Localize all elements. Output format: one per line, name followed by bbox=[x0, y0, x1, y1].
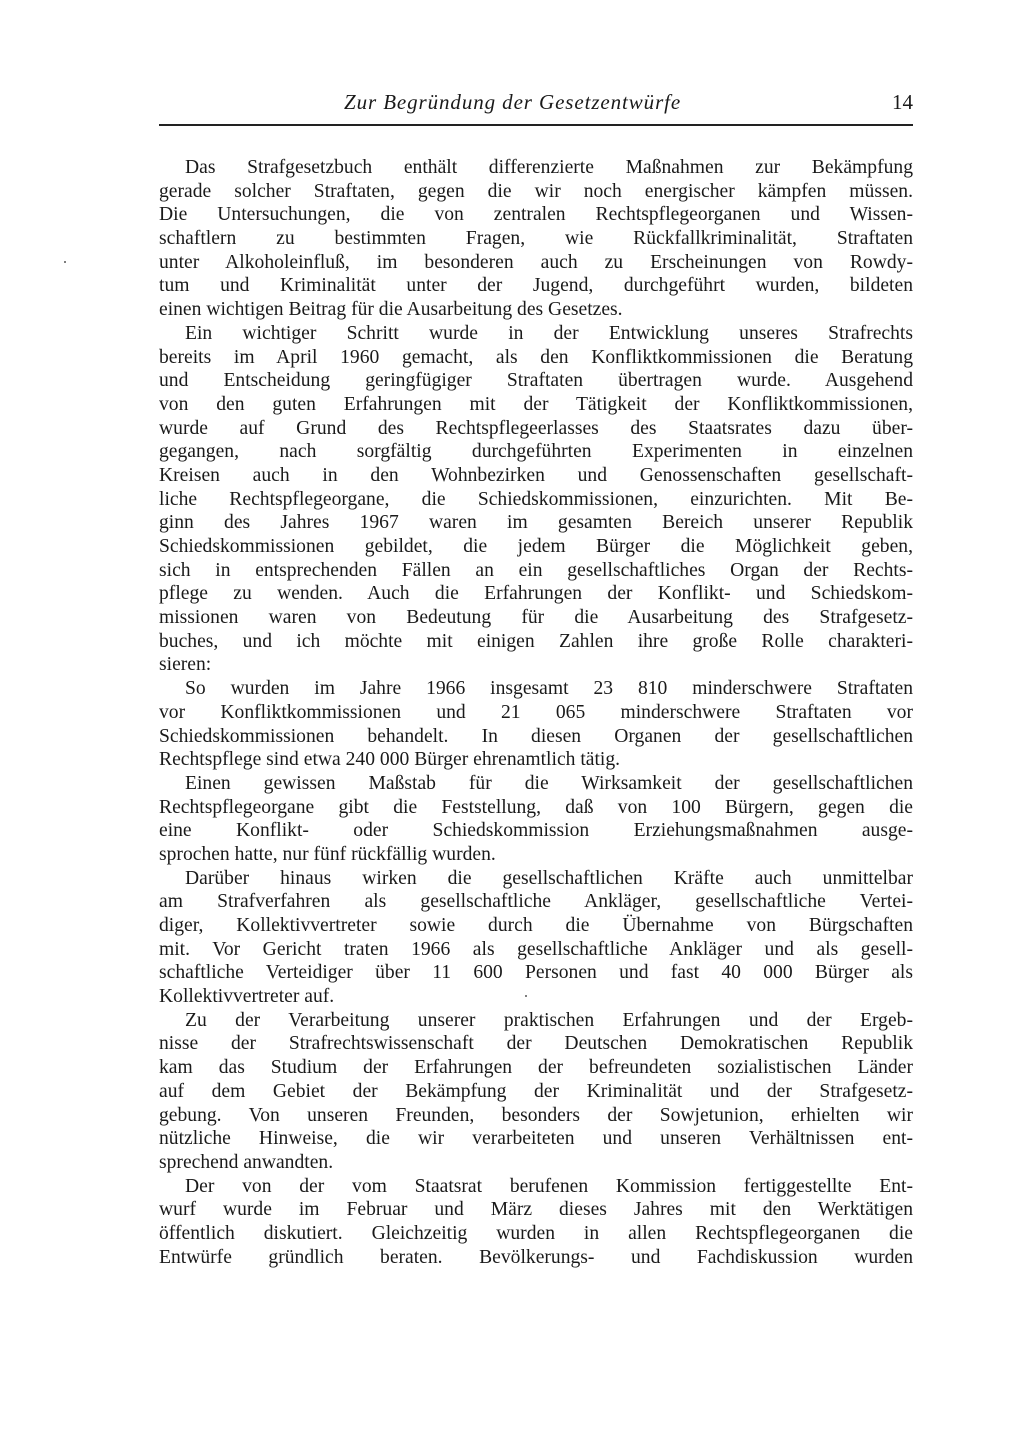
text-line: schaftliche Verteidiger über 11 600 Personen und fast 40 000 Bürger als bbox=[159, 962, 913, 984]
text-line: Das Strafgesetzbuch enthält differenzierte Maßnahmen zur Bekämpfung bbox=[185, 157, 913, 178]
text-line: sprechend anwandten. bbox=[159, 1151, 334, 1173]
text-line: tum und Kriminalität unter der Jugend, durchgeführt wurden, bildeten bbox=[159, 275, 913, 297]
text-line: wurf wurde im Februar und März dieses Jahres mit den Werktätigen bbox=[159, 1199, 913, 1221]
text-line: und Entscheidung geringfügiger Straftaten übertragen wurde. Ausgehend bbox=[159, 370, 913, 392]
text-line: Zu der Verarbeitung unserer praktischen Erfahrungen und der Ergeb- bbox=[185, 1009, 913, 1031]
page-header bbox=[159, 88, 913, 126]
text-line: Darüber hinaus wirken die gesellschaftlichen Kräfte auch unmittelbar bbox=[185, 867, 913, 889]
text-line: Schiedskommissionen gebildet, die jedem Bürger die Möglichkeit geben, bbox=[159, 536, 913, 557]
text-line: Ein wichtiger Schritt wurde in der Entwicklung unseres Strafrechts bbox=[185, 322, 913, 344]
text-line: Der von der vom Staatsrat berufenen Kommission fertiggestellte Ent- bbox=[185, 1175, 913, 1197]
text-line: So wurden im Jahre 1966 insgesamt 23 810 minderschwere Straftaten bbox=[185, 678, 913, 700]
text-line: gerade solcher Straftaten, gegen die wir noch energischer kämpfen müssen. bbox=[159, 180, 913, 202]
text-line: Rechtspflege sind etwa 240 000 Bürger ehrenamtlich tätig. bbox=[159, 749, 621, 771]
text-line: nützliche Hinweise, die wir verarbeiteten und unseren Verhältnissen ent- bbox=[159, 1128, 913, 1150]
text-line: kam das Studium der Erfahrungen der befreundeten sozialistischen Länder bbox=[159, 1057, 913, 1079]
text-line: ginn des Jahres 1967 waren im gesamten Bereich unserer Republik bbox=[159, 512, 913, 534]
body-text bbox=[159, 156, 913, 1269]
scan-speck bbox=[64, 261, 66, 263]
text-line: pflege zu wenden. Auch die Erfahrungen der Konflikt- und Schiedskom- bbox=[159, 583, 913, 605]
text-line: Rechtspflegeorgane gibt die Feststellung, daß von 100 Bürgern, gegen die bbox=[159, 796, 913, 818]
text-line: buches, und ich möchte mit einigen Zahlen ihre große Rolle charakteri- bbox=[159, 630, 913, 652]
text-line: sprochen hatte, nur fünf rückfällig wurden. bbox=[159, 843, 496, 865]
text-line: am Strafverfahren als gesellschaftliche Ankläger, gesellschaftliche Vertei- bbox=[159, 891, 913, 913]
page-number: 14 bbox=[892, 90, 913, 114]
text-line: gegangen, nach sorgfältig durchgeführten Experimenten in einzelnen bbox=[159, 441, 913, 463]
text-line: öffentlich diskutiert. Gleichzeitig wurden in allen Rechtspflegeorganen die bbox=[159, 1222, 913, 1244]
text-line: Die Untersuchungen, die von zentralen Rechtspflegeorganen und Wissen- bbox=[159, 204, 913, 226]
text-line: auf dem Gebiet der Bekämpfung der Kriminalität und der Strafgesetz- bbox=[159, 1080, 913, 1102]
text-line: nisse der Strafrechtswissenschaft der Deutschen Demokratischen Republik bbox=[159, 1033, 913, 1055]
text-line: vor Konfliktkommissionen und 21 065 minderschwere Straftaten vor bbox=[159, 701, 913, 723]
text-line: bereits im April 1960 gemacht, als den Konfliktkommissionen die Beratung bbox=[159, 346, 913, 368]
text-line: sieren: bbox=[159, 654, 212, 676]
text-line: missionen waren von Bedeutung für die Ausarbeitung des Strafgesetz- bbox=[159, 607, 913, 629]
text-line: schaftlern zu bestimmten Fragen, wie Rückfallkriminalität, Straftaten bbox=[159, 228, 913, 250]
text-line: unter Alkoholeinfluß, im besonderen auch zu Erscheinungen von Rowdy- bbox=[159, 251, 913, 273]
running-title: Zur Begründung der Gesetzentwürfe bbox=[344, 90, 682, 114]
text-line: wurde auf Grund des Rechtspflegeerlasses des Staatsrates dazu über- bbox=[159, 417, 913, 439]
text-line: eine Konflikt- oder Schiedskommission Erziehungsmaßnahmen ausge- bbox=[159, 820, 913, 842]
text-line: diger, Kollektivvertreter sowie durch die Übernahme von Bürgschaften bbox=[159, 915, 913, 936]
text-line: liche Rechtspflegeorgane, die Schiedskommissionen, einzurichten. Mit Be- bbox=[159, 488, 913, 510]
text-line: Kreisen auch in den Wohnbezirken und Genossenschaften gesellschaft- bbox=[159, 464, 913, 486]
text-line: von den guten Erfahrungen mit der Tätigkeit der Konfliktkommissionen, bbox=[159, 393, 913, 415]
text-line: gebung. Von unseren Freunden, besonders der Sowjetunion, erhielten wir bbox=[159, 1104, 913, 1126]
text-line: Schiedskommissionen behandelt. In diesen Organen der gesellschaftlichen bbox=[159, 725, 913, 747]
text-line: einen wichtigen Beitrag für die Ausarbeitung des Gesetzes. bbox=[159, 299, 623, 321]
text-line: Kollektivvertreter auf. bbox=[159, 986, 335, 1008]
text-line: Entwürfe gründlich beraten. Bevölkerungs- und Fachdiskussion wurden bbox=[159, 1246, 913, 1268]
text-line: Einen gewissen Maßstab für die Wirksamkeit der gesellschaftlichen bbox=[185, 772, 913, 794]
text-line: mit. Vor Gericht traten 1966 als gesellschaftliche Ankläger und als gesell- bbox=[159, 938, 913, 960]
text-line: sich in entsprechenden Fällen an ein gesellschaftliches Organ der Rechts- bbox=[159, 559, 913, 581]
scan-speck bbox=[525, 995, 527, 997]
